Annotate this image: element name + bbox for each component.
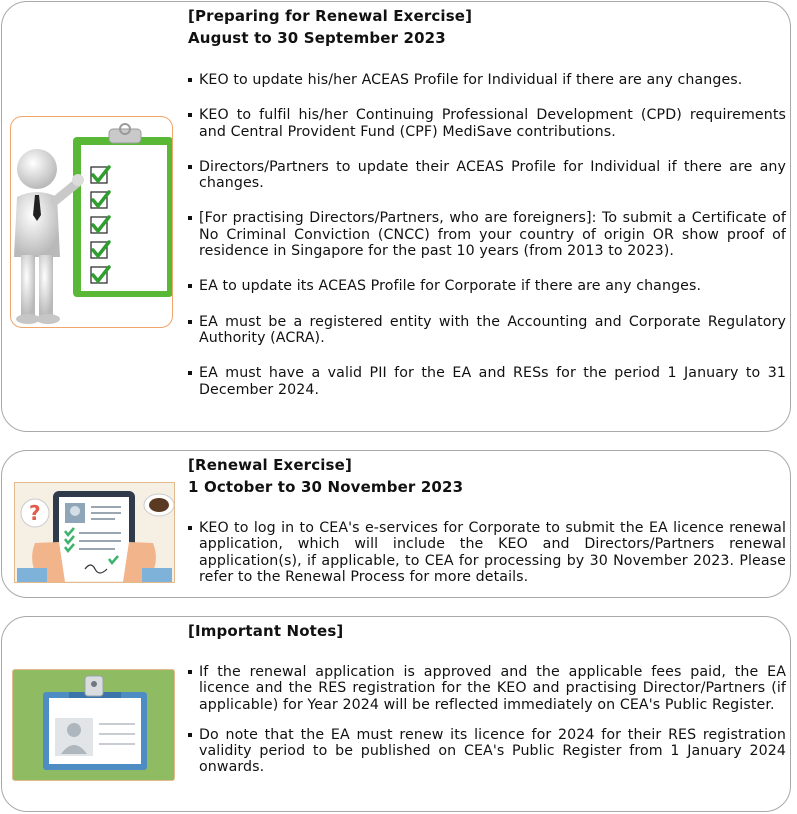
person-with-checklist-icon (10, 116, 173, 328)
section-renewal-exercise (1, 450, 791, 598)
bullet-list (188, 520, 786, 585)
tablet-form-icon (14, 482, 175, 583)
list-item: Do note that the EA must renew its licence for 2024 for their RES registration validity period to be published on CEA's Public Register from 1 January 2024 onwards. (188, 727, 786, 776)
section-heading: [Preparing for Renewal Exercise] (188, 7, 473, 25)
id-badge-icon (12, 669, 175, 781)
illustration-tablet-svg (15, 483, 174, 582)
list-item: EA must be a registered entity with the Accounting and Corporate Regulatory Authority (ACRA). (188, 314, 786, 347)
illustration-checklist-svg (11, 117, 172, 327)
list-item: [For practising Directors/Partners, who are foreigners]: To submit a Certificate of No Criminal Conviction (CNCC) from your country of origin OR show proof of residence in Singapore for the past 10 years (from 2013 to 2023). (188, 210, 786, 259)
list-item: KEO to fulfil his/her Continuing Professional Development (CPD) requirements and Central Provident Fund (CPF) MediSave contributions. (188, 107, 786, 140)
list-item: EA must have a valid PII for the EA and RESs for the period 1 January to 31 December 2024. (188, 365, 786, 398)
list-item: EA to update its ACEAS Profile for Corporate if there are any changes. (188, 278, 786, 294)
section-important-notes (1, 616, 791, 812)
list-item: KEO to update his/her ACEAS Profile for Individual if there are any changes. (188, 72, 786, 88)
list-item: KEO to log in to CEA's e-services for Corporate to submit the EA licence renewal application, which will include the KEO and Directors/Partners renewal application(s), if applicable, to CEA for processing by 30 November 2023. Please refer to the Renewal Process for more details. (188, 520, 786, 585)
section-heading: [Renewal Exercise] (188, 456, 352, 474)
section-period: August to 30 September 2023 (188, 29, 446, 47)
svg-text:?: ? (29, 501, 41, 525)
illustration-badge-svg (13, 670, 174, 780)
list-item: If the renewal application is approved and the applicable fees paid, the EA licence and the RES registration for the KEO and practising Director/Partners (if applicable) for Year 2024 will be reflected immediately on CEA's Public Register. (188, 664, 786, 713)
section-preparing-renewal (1, 1, 791, 432)
bullet-list (188, 664, 786, 790)
list-item: Directors/Partners to update their ACEAS Profile for Individual if there are any changes. (188, 159, 786, 192)
section-period: 1 October to 30 November 2023 (188, 478, 464, 496)
bullet-list (188, 72, 786, 417)
section-heading: [Important Notes] (188, 622, 344, 640)
